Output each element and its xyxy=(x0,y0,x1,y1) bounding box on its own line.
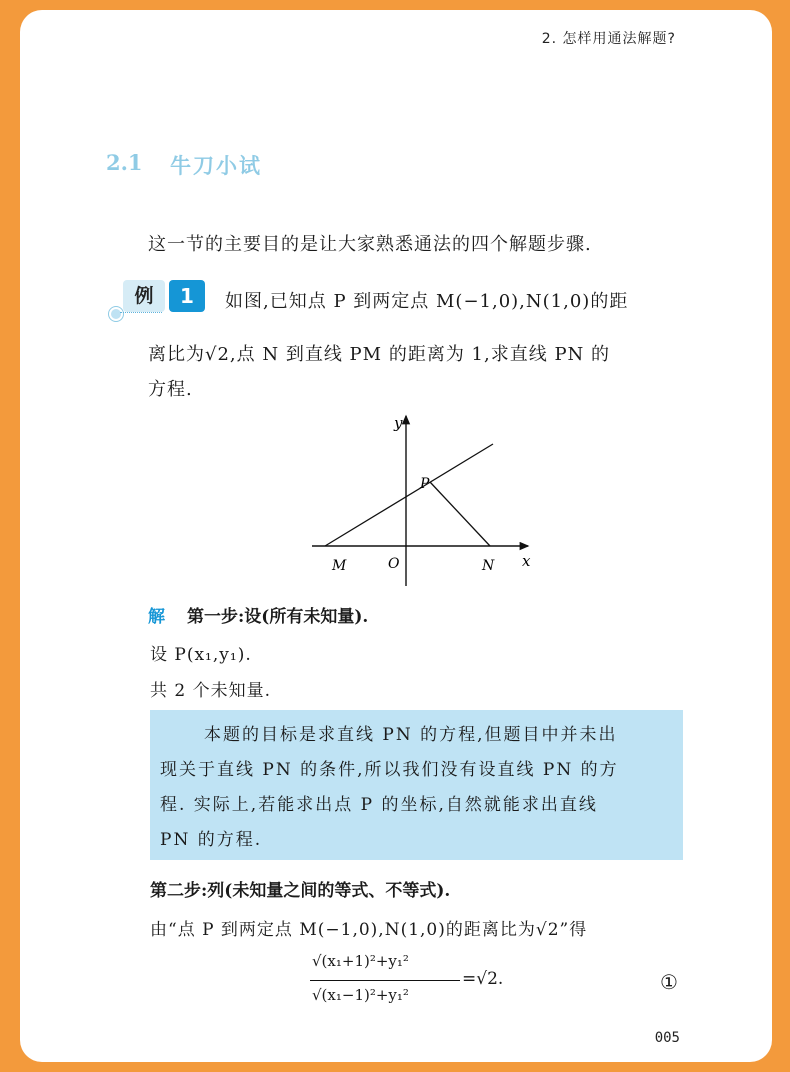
coordinate-figure xyxy=(300,408,540,588)
point-P-label: P xyxy=(420,476,430,492)
example-marker-dot-icon xyxy=(109,307,123,321)
section-title: 牛刀小试 xyxy=(170,153,262,178)
intro-paragraph: 这一节的主要目的是让大家熟悉通法的四个解题步骤. xyxy=(148,234,592,255)
point-N-label: N xyxy=(482,558,495,574)
example-text-line-2: 离比为√2,点 N 到直线 PM 的距离为 1,求直线 PN 的 xyxy=(148,344,611,365)
solution-line-2: 共 2 个未知量. xyxy=(150,681,272,701)
equation-number: ① xyxy=(660,970,678,994)
step1-text: 第一步:设(所有未知量). xyxy=(187,607,369,627)
page-number: 005 xyxy=(654,1030,680,1046)
example-text-line-1: 如图,已知点 P 到两定点 M(−1,0),N(1,0)的距 xyxy=(225,291,629,312)
solution-label: 解 xyxy=(148,607,165,627)
solution-step1-heading xyxy=(148,602,368,627)
formula-denominator: √(x₁−1)²+y₁² xyxy=(312,986,409,1004)
y-axis-label: y xyxy=(394,414,403,432)
x-axis-label: x xyxy=(522,552,531,570)
formula-rhs: =√2. xyxy=(462,969,504,989)
ratio-formula xyxy=(310,950,510,1015)
line-PM xyxy=(325,444,493,546)
example-text-line-3: 方程. xyxy=(148,379,193,400)
point-M-label: M xyxy=(332,558,347,574)
page xyxy=(20,10,772,1062)
note-line-1: 本题的目标是求直线 PN 的方程,但题目中并未出 xyxy=(204,725,618,745)
example-number: 1 xyxy=(169,280,205,312)
example-marker-line xyxy=(120,312,162,314)
running-header: 2. 怎样用通法解题? xyxy=(541,31,676,47)
formula-numerator: √(x₁+1)²+y₁² xyxy=(312,952,409,970)
note-line-2: 现关于直线 PN 的条件,所以我们没有设直线 PN 的方 xyxy=(160,760,619,780)
origin-O-label: O xyxy=(388,556,400,572)
note-box xyxy=(150,710,683,860)
example-tag: 例 xyxy=(123,280,165,312)
solution-step2-heading: 第二步:列(未知量之间的等式、不等式). xyxy=(150,881,451,901)
fraction-bar xyxy=(310,980,460,981)
segment-PN xyxy=(430,482,490,546)
solution-line-3: 由“点 P 到两定点 M(−1,0),N(1,0)的距离比为√2”得 xyxy=(150,920,588,940)
note-line-3: 程. 实际上,若能求出点 P 的坐标,自然就能求出直线 xyxy=(160,795,598,815)
note-line-4: PN 的方程. xyxy=(160,830,263,850)
section-number: 2.1 xyxy=(106,150,143,175)
solution-line-1: 设 P(x₁,y₁). xyxy=(150,645,252,665)
